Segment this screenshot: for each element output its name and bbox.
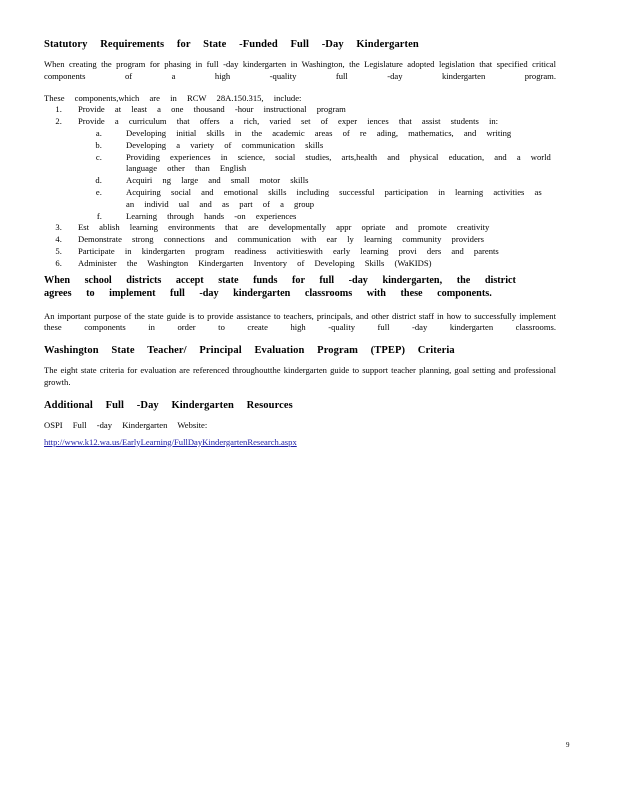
- components-list: [44, 104, 556, 269]
- statutory-paragraph: When creating the program for phasing in full -day kindergarten in Washington, the Legislature adopted legislation that specified critical components of a high -quality full -day kindergarten program.: [44, 59, 556, 81]
- component-item-text: Administer the Washington Kindergarten Inventory of Developing Skills (WaKIDS): [78, 257, 432, 268]
- component-item-text: Participate in kindergarten program readiness activitieswith early learning provi ders and parents: [78, 245, 499, 256]
- component-subitem: d. Acquiri ng large and small motor skills: [112, 175, 556, 187]
- tpep-heading: Washington State Teacher/ Principal Evaluation Program (TPEP) Criteria: [44, 345, 455, 357]
- purpose-paragraph: An important purpose of the state guide is to provide assistance to teachers, principals, and other district staff in how to successfully implement these components in order to create high -quality full -day kindergarten classrooms.: [44, 310, 556, 333]
- component-item: [64, 234, 556, 246]
- component-item-text: Demonstrate strong connections and communication with ear ly learning community providers: [78, 234, 485, 245]
- component-item-text: Provide a curriculum that offers a rich, varied set of exper iences that assist students in:: [78, 116, 499, 127]
- page-content: [44, 38, 556, 450]
- district-statement: When school districts accept state funds for full -day kindergarten, the district agrees to implement full -day kindergarten classrooms with these components.: [44, 274, 516, 300]
- statutory-heading: Statutory Requirements for State -Funded Full -Day Kindergarten: [44, 39, 419, 50]
- component-item: [64, 222, 556, 234]
- resources-heading: Additional Full -Day Kindergarten Resources: [44, 399, 293, 411]
- component-subitem: e. Acquiring social and emotional skills including successful participation in learning activities as an individ ual and as part of a group: [112, 187, 556, 211]
- component-subitem: b. Developing a variety of communication skills: [112, 140, 556, 152]
- component-item-text: Est ablish learning environments that are developmentally appr opriate and promote creativity: [78, 222, 490, 233]
- component-item: [64, 258, 556, 270]
- component-item: [64, 116, 556, 222]
- website-link[interactable]: http://www.k12.wa.us/EarlyLearning/FullDayKindergartenResearch.aspx: [44, 436, 297, 447]
- component-item-text: Provide at least a one thousand -hour instructional program: [78, 104, 346, 115]
- page-number: 9: [566, 741, 570, 749]
- tpep-paragraph: The eight state criteria for evaluation are referenced throughoutthe kindergarten guide to support teacher planning, goal setting and professional growth.: [44, 365, 556, 387]
- components-intro: These components,which are in RCW 28A.150.315, include:: [44, 92, 302, 103]
- website-label: OSPI Full -day Kindergarten Website:: [44, 419, 208, 430]
- component-subitem: a. Developing initial skills in the academic areas of re ading, mathematics, and writing: [112, 128, 556, 140]
- component-subitem: c. Providing experiences in science, social studies, arts,health and physical education, and a world language other than English: [112, 152, 556, 176]
- component-item: [64, 246, 556, 258]
- component-subitems-list: [78, 128, 556, 222]
- component-item: [64, 104, 556, 116]
- component-subitem: f. Learning through hands -on experiences: [112, 211, 556, 223]
